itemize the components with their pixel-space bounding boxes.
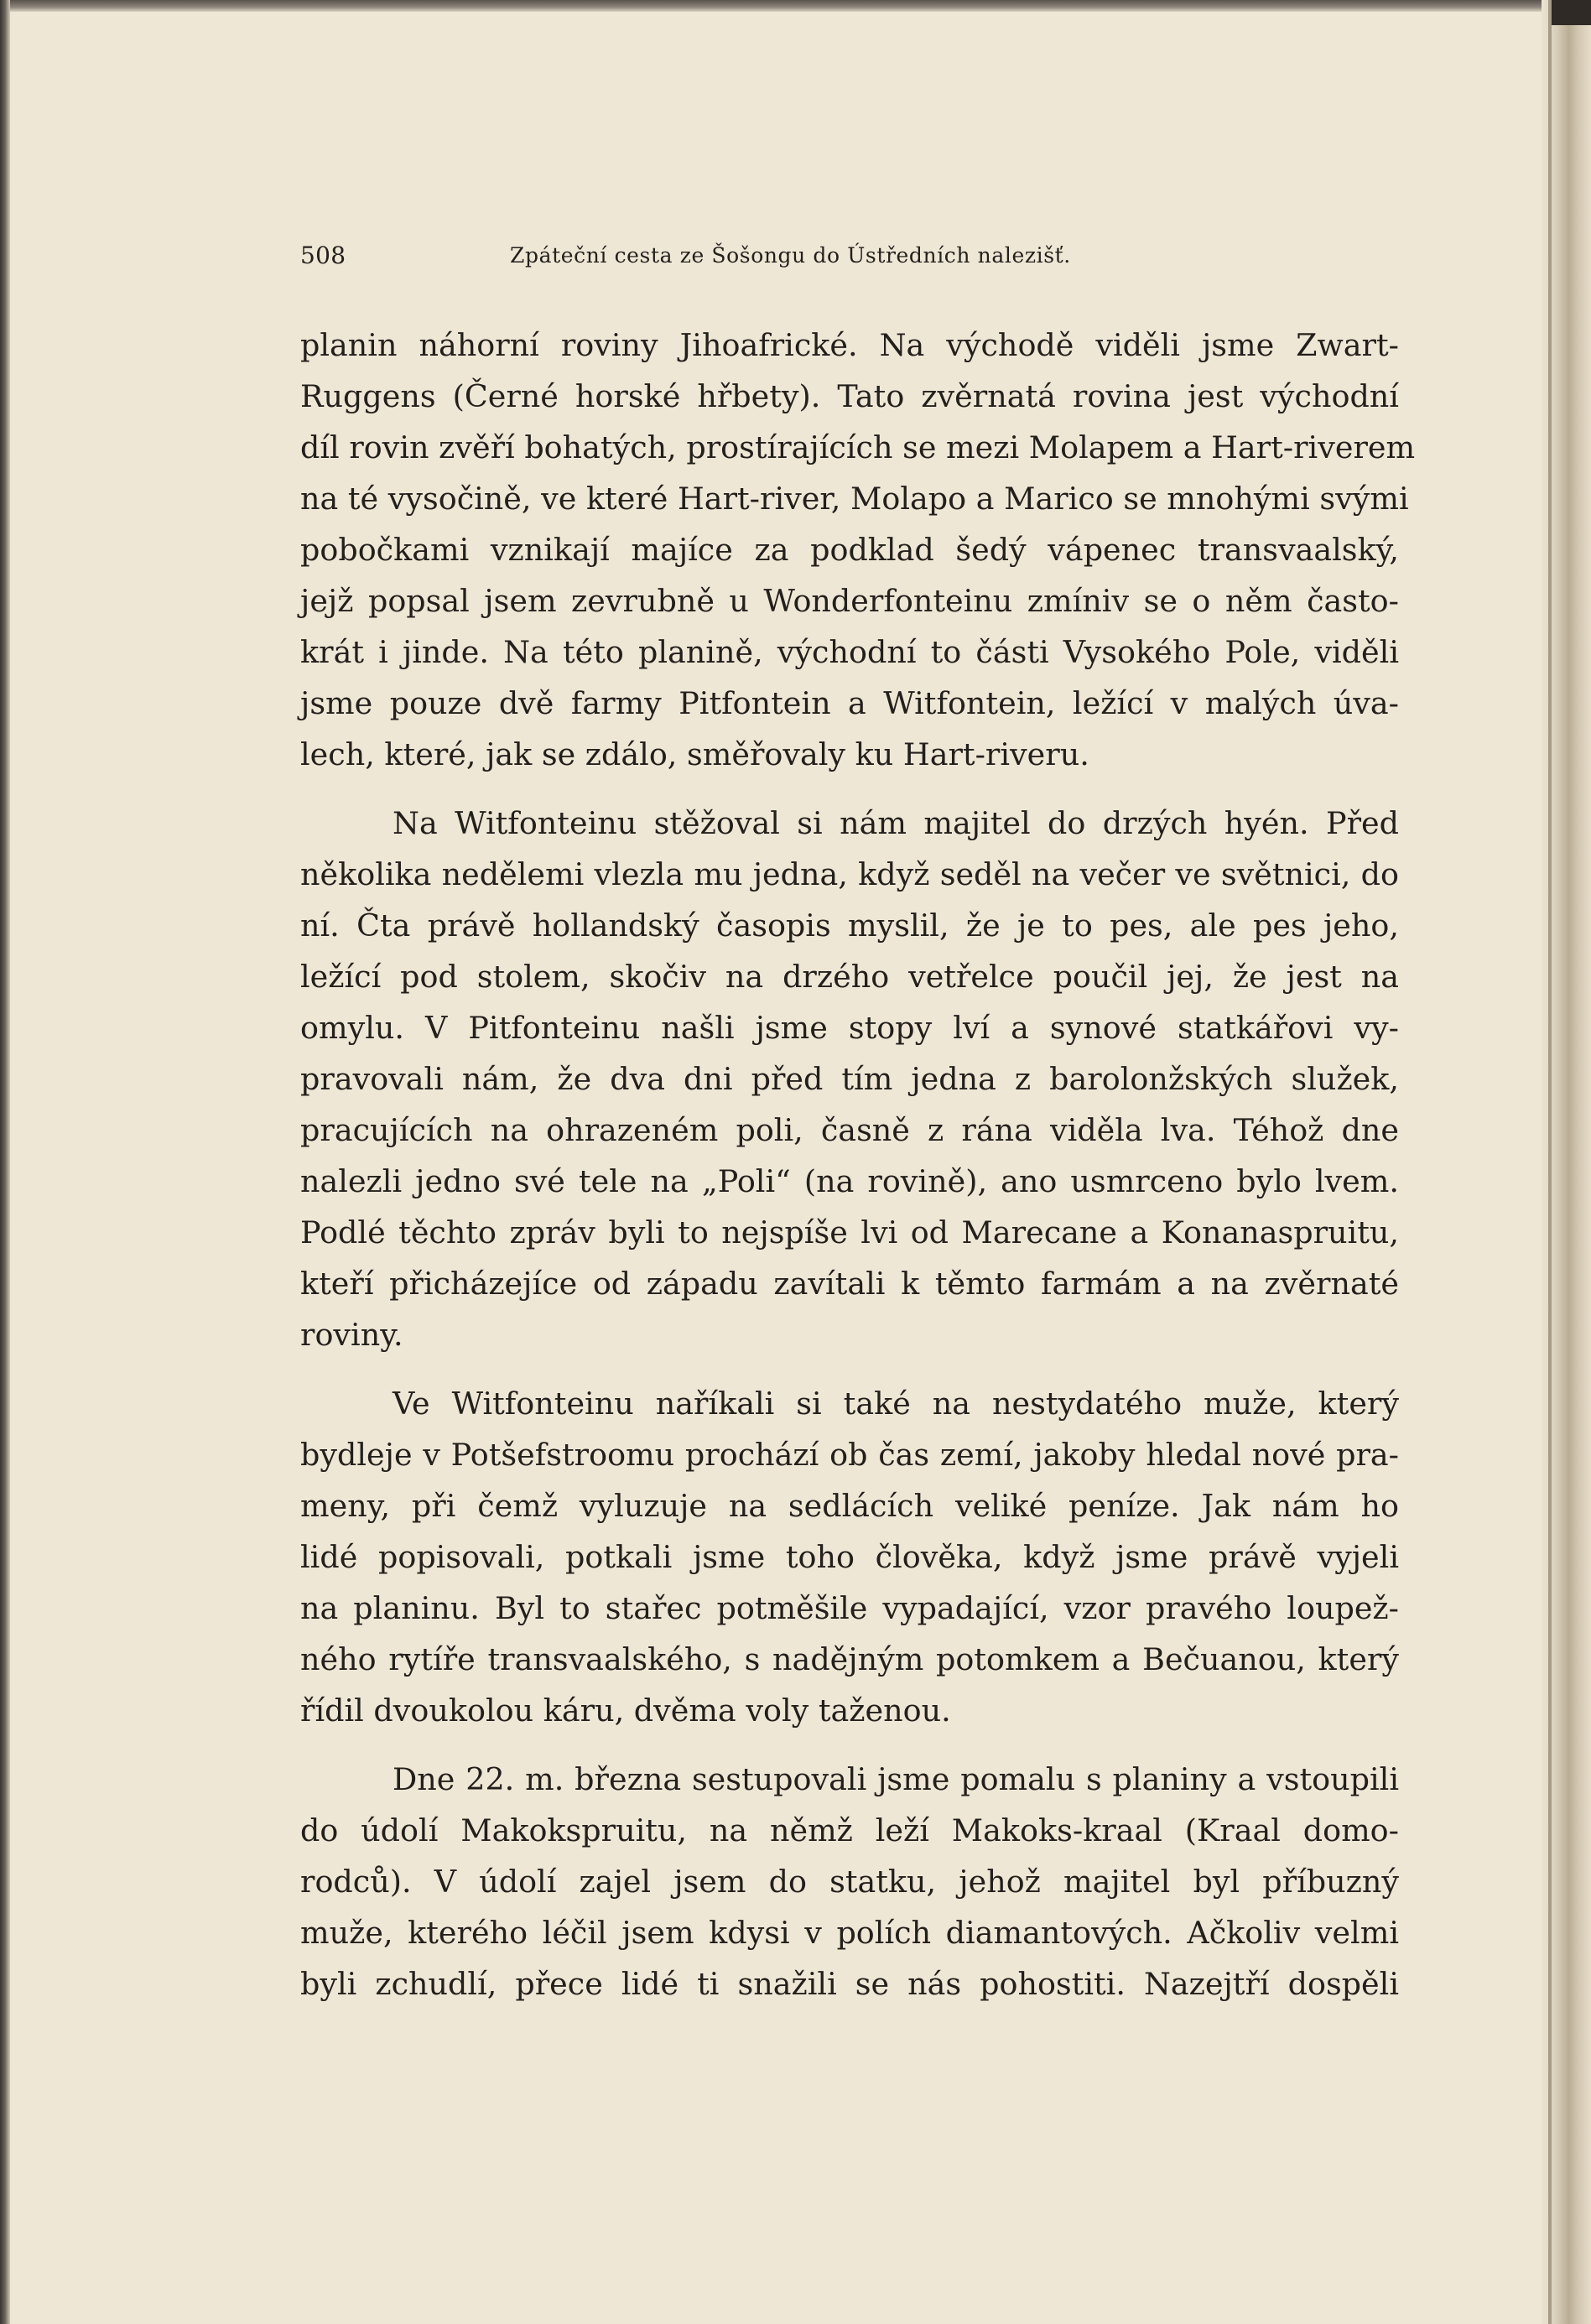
text-line: pravovali nám, že dva dni před tím jedna z barolonžských služek, bbox=[300, 1061, 1399, 1097]
text-line: jsme pouze dvě farmy Pitfontein a Witfontein, ležící v malých úva- bbox=[300, 685, 1399, 721]
text-line: Dne 22. m. března sestupovali jsme pomalu s planiny a vstoupili bbox=[393, 1761, 1399, 1797]
text-line: lidé popisovali, potkali jsme toho člověka, když jsme právě vyjeli bbox=[300, 1539, 1399, 1575]
text-line: Ruggens (Černé horské hřbety). Tato zvěrnatá rovina jest východní bbox=[300, 378, 1399, 414]
text-line: nalezli jedno své tele na „Poli“ (na rovině), ano usmrceno bylo lvem. bbox=[300, 1163, 1399, 1199]
page-number: 508 bbox=[300, 242, 346, 269]
text-line: Na Witfonteinu stěžoval si nám majitel do drzých hyén. Před bbox=[393, 805, 1399, 841]
text-line: několika nedělemi vlezla mu jedna, když seděl na večer ve světnici, do bbox=[300, 856, 1399, 892]
text-line: krát i jinde. Na této planině, východní to části Vysokého Pole, viděli bbox=[300, 634, 1399, 670]
text-line: pracujících na ohrazeném poli, časně z rána viděla lva. Téhož dne bbox=[300, 1112, 1399, 1148]
text-line: na planinu. Byl to stařec potměšile vypadající, vzor pravého loupež- bbox=[300, 1590, 1399, 1626]
text-line: Podlé těchto zpráv byli to nejspíše lvi od Marecane a Konanaspruitu, bbox=[300, 1214, 1399, 1250]
text-line: jejž popsal jsem zevrubně u Wonderfonteinu zmíniv se o něm často- bbox=[300, 583, 1399, 619]
running-title: Zpáteční cesta ze Šošongu do Ústředních nalezišť. bbox=[510, 243, 1071, 268]
text-line: omylu. V Pitfonteinu našli jsme stopy lví a synové statkářovi vy- bbox=[300, 1010, 1399, 1046]
text-line: na té vysočině, ve které Hart-river, Molapo a Marico se mnohými svými bbox=[300, 481, 1409, 517]
text-line: lech, které, jak se zdálo, směřovaly ku Hart-riveru. bbox=[300, 736, 1089, 772]
text-line: planin náhorní roviny Jihoafrické. Na východě viděli jsme Zwart- bbox=[300, 327, 1399, 363]
text-line: pobočkami vznikají majíce za podklad šedý vápenec transvaalský, bbox=[300, 532, 1399, 568]
text-line: rodců). V údolí zajel jsem do statku, jehož majitel byl příbuzný bbox=[300, 1864, 1399, 1900]
text-line: do údolí Makokspruitu, na němž leží Makoks-kraal (Kraal domo- bbox=[300, 1812, 1399, 1848]
text-line: bydleje v Potšefstroomu prochází ob čas zemí, jakoby hledal nové pra- bbox=[300, 1437, 1399, 1473]
text-line: ní. Čta právě hollandský časopis myslil, že je to pes, ale pes jeho, bbox=[300, 907, 1399, 944]
text-line: ležící pod stolem, skočiv na drzého vetřelce poučil jej, že jest na bbox=[300, 959, 1399, 995]
text-line: kteří přicházejíce od západu zavítali k těmto farmám a na zvěrnaté bbox=[300, 1266, 1399, 1302]
text-line: muže, kterého léčil jsem kdysi v polích diamantových. Ačkoliv velmi bbox=[300, 1915, 1399, 1951]
text-line: řídil dvoukolou káru, dvěma voly taženou. bbox=[300, 1692, 951, 1729]
text-line: díl rovin zvěří bohatých, prostírajících se mezi Molapem a Hart-riverem bbox=[300, 429, 1416, 465]
running-head bbox=[300, 239, 1156, 273]
text-line: ného rytíře transvaalského, s nadějným potomkem a Bečuanou, který bbox=[300, 1641, 1399, 1677]
text-line: meny, při čemž vyluzuje na sedlácích veliké peníze. Jak nám ho bbox=[300, 1488, 1399, 1524]
text-line: Ve Witfonteinu naříkali si také na nestydatého muže, který bbox=[393, 1386, 1399, 1422]
text-line: roviny. bbox=[300, 1317, 403, 1353]
text-line: byli zchudlí, přece lidé ti snažili se nás pohostiti. Nazejtří dospěli bbox=[300, 1966, 1399, 2002]
